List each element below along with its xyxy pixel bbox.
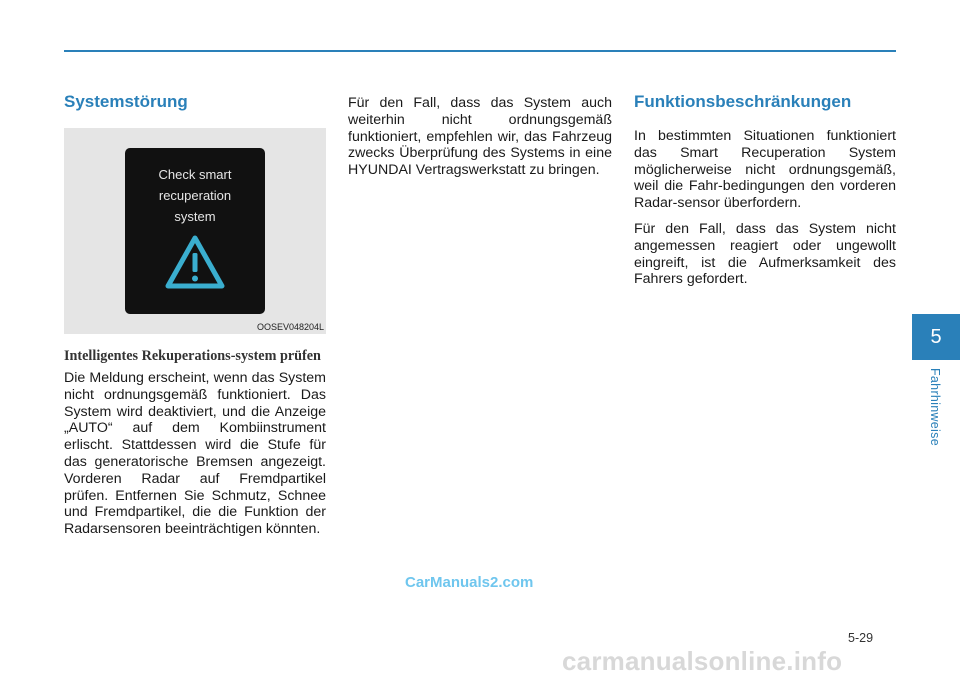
left-column bbox=[64, 92, 326, 547]
chapter-tab[interactable]: 5 bbox=[912, 314, 960, 360]
right-paragraph-2: Für den Fall, dass das System nicht angemessen reagiert oder ungewollt eingreift, ist die Aufmerksamkeit des Fahrers gefordert. bbox=[634, 220, 896, 288]
left-paragraph: Die Meldung erscheint, wenn das System nicht ordnungsgemäß funktioniert. Das System wird deaktiviert, und die Anzeige „AUTO“ auf dem Kombiinstrument erlischt. Stattdessen wird die Stufe für das generatorische Bremsen angezeigt. Vorderen Radar auf Fremdpartikel prüfen. Entfernen Sie Schmutz, Schnee und Fremdpartikel, die die Funktion der Radarsensoren beeinträchtigen könnten. bbox=[64, 370, 326, 538]
subheading-rekuperation: Intelligentes Rekuperations-system prüfen bbox=[64, 348, 321, 364]
section-heading-systemstoerung: Systemstörung bbox=[64, 92, 188, 111]
right-column bbox=[634, 92, 896, 297]
figure-code: OOSEV048204L bbox=[256, 322, 324, 332]
footer-watermark: carmanualsonline.info bbox=[562, 646, 843, 676]
warning-triangle-icon bbox=[164, 234, 226, 290]
warning-figure bbox=[64, 128, 326, 334]
middle-paragraph: Für den Fall, dass das System auch weiterhin nicht ordnungsgemäß funktioniert, empfehlen wir, das Fahrzeug zwecks Überprüfung des Systems in eine HYUNDAI Vertragswerkstatt zu bringen. bbox=[348, 95, 612, 179]
display-message: Check smart recuperation system bbox=[158, 167, 232, 224]
watermark-link[interactable]: CarManuals2.com bbox=[405, 574, 534, 591]
section-heading-funktionsbeschraenkungen: Funktionsbeschränkungen bbox=[634, 92, 852, 111]
right-paragraph-1: In bestimmten Situationen funktioniert das Smart Recuperation System möglicherweise nicht ordnungsgemäß, weil die Fahr-bedingungen den vorderen Radar-sensor überfordern. bbox=[634, 128, 896, 212]
cluster-display bbox=[125, 148, 265, 314]
page-number: 5-29 bbox=[848, 631, 874, 645]
middle-column bbox=[348, 95, 612, 188]
top-rule bbox=[64, 50, 896, 52]
chapter-label: Fahrhinweise bbox=[928, 368, 942, 446]
